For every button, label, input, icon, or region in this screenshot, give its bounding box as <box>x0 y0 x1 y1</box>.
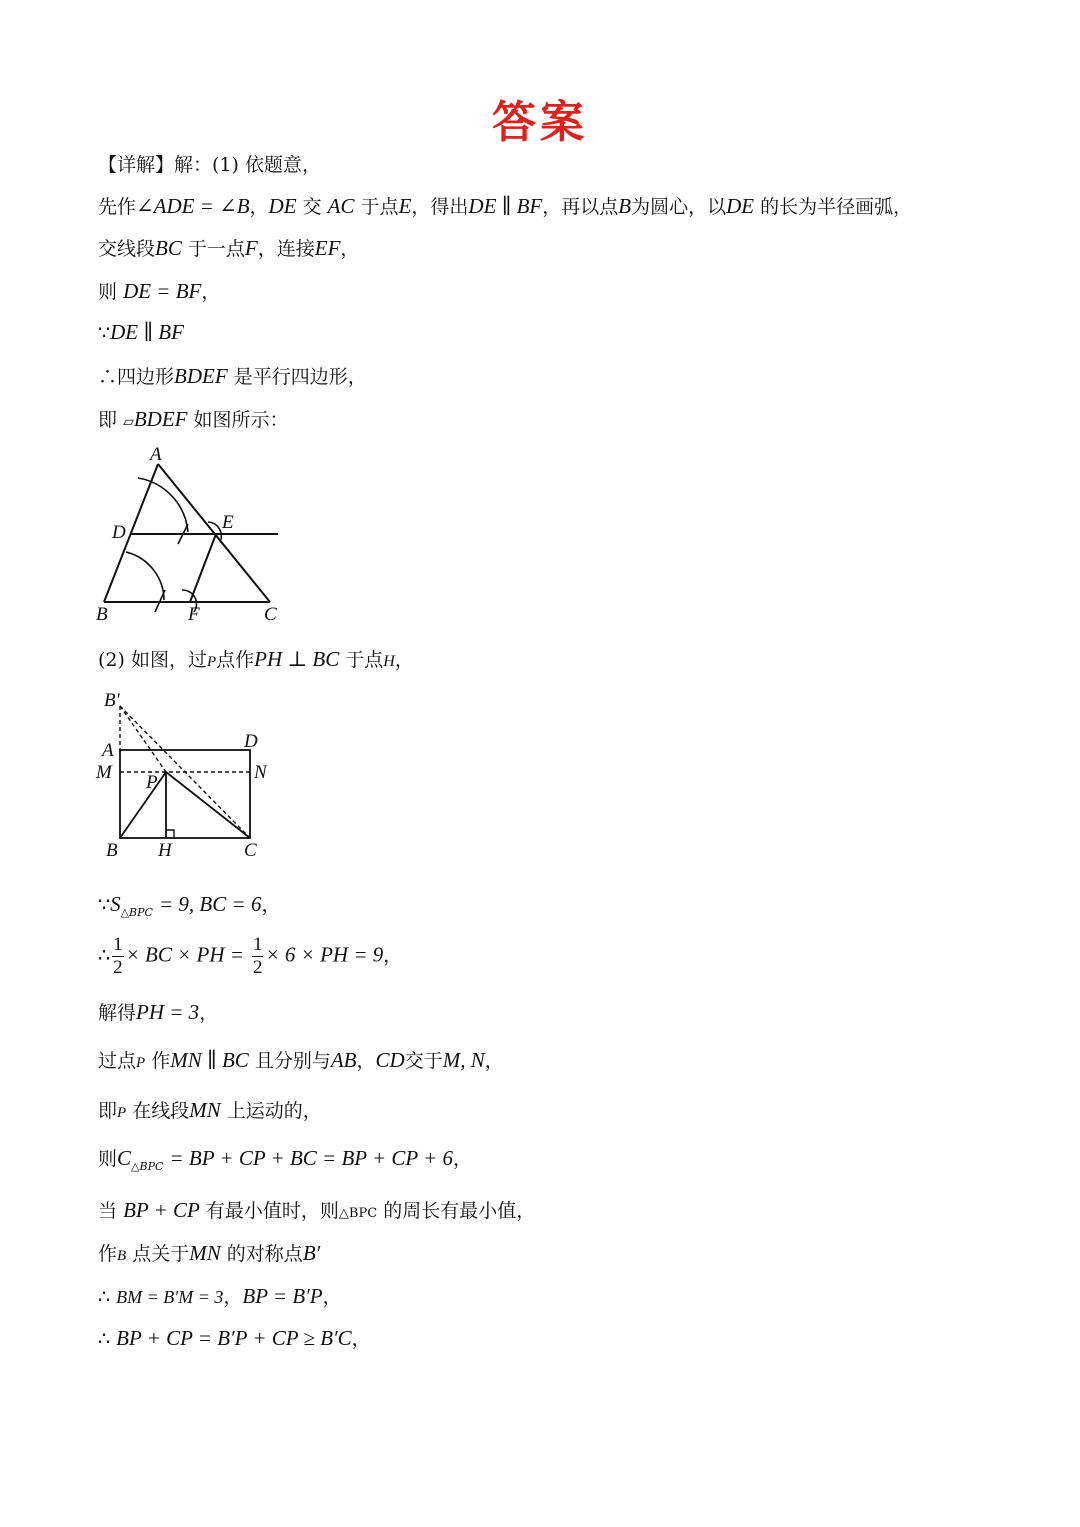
page-title: 答案 <box>492 97 588 148</box>
label-c: C <box>244 840 257 861</box>
line-p-on-mn: 即P 在线段MN 上运动的， <box>98 1098 322 1122</box>
label-c: C <box>264 604 277 625</box>
solution-header: 【详解】解：(1) 依题意， <box>98 154 321 176</box>
label-a: A <box>150 444 162 465</box>
segment-b1-p <box>120 706 166 772</box>
label-d: D <box>112 522 126 543</box>
segment-ef <box>190 534 216 602</box>
line-minimum: 当 BP + CP 有最小值时，则△BPC 的周长有最小值， <box>98 1198 536 1222</box>
figure-parallelogram-construction <box>90 440 290 630</box>
label-e: E <box>222 512 234 533</box>
segment-b1-c <box>120 706 250 838</box>
figure-rectangle-reflection <box>90 686 290 864</box>
line-because-parallel: ∵DE ∥ BF <box>98 320 184 344</box>
label-d: D <box>244 731 258 752</box>
segment-pc <box>166 772 250 838</box>
right-angle-mark <box>166 830 174 838</box>
label-m: M <box>96 762 112 783</box>
line-bm-equal: ∴ BM = B′M = 3，BP = B′P， <box>98 1284 342 1308</box>
label-b1: B′ <box>104 690 120 711</box>
label-h: H <box>158 840 172 861</box>
line-inequality: ∴ BP + CP = B′P + CP ≥ B′C， <box>98 1326 371 1350</box>
label-p: P <box>146 772 158 793</box>
segment-bp <box>120 772 166 838</box>
label-f: F <box>188 604 200 625</box>
line-area-given: $\because S_{\triangle BPC} = 9$, BC = 6， <box>98 892 281 919</box>
line-intersect: 交线段BC 于一点F，连接EF， <box>98 236 360 260</box>
label-n: N <box>254 762 267 783</box>
line-solve-ph: 解得PH = 3， <box>98 1000 219 1024</box>
line-part2: (2) 如图，过P点作PH ⊥ BC 于点H， <box>98 647 414 671</box>
arc-lower <box>126 552 164 600</box>
line-step-construct: 先作∠ADE = ∠B，DE 交 AC 于点E，得出DE ∥ BF，再以点B为圆心，以DE 的长为半径画弧， <box>98 194 913 218</box>
line-mn-construct: 过点P 作MN ∥ BC 且分别与AB，CD交于M, N， <box>98 1048 504 1072</box>
line-figure-ref: 即 ▱BDEF 如图所示： <box>98 407 289 431</box>
line-area-equation: ∴ $\frac{1}{2}$ × BC × PH = $\frac{1}{2}$ × 6 × PH = 9， <box>98 934 403 978</box>
line-parallelogram: ∴四边形BDEF 是平行四边形， <box>98 364 367 388</box>
line-reflection: 作B 点关于MN 的对称点B′ <box>98 1241 321 1265</box>
line-equal: 则 DE = BF， <box>98 279 221 303</box>
label-b: B <box>96 604 108 625</box>
label-a: A <box>102 740 114 761</box>
label-b: B <box>106 840 118 861</box>
arc-upper <box>138 478 188 532</box>
line-perimeter: 则$C_{\triangle BPC}$ = BP + CP + BC = BP + CP + 6， <box>98 1146 473 1173</box>
rectangle-abcd <box>120 750 250 838</box>
